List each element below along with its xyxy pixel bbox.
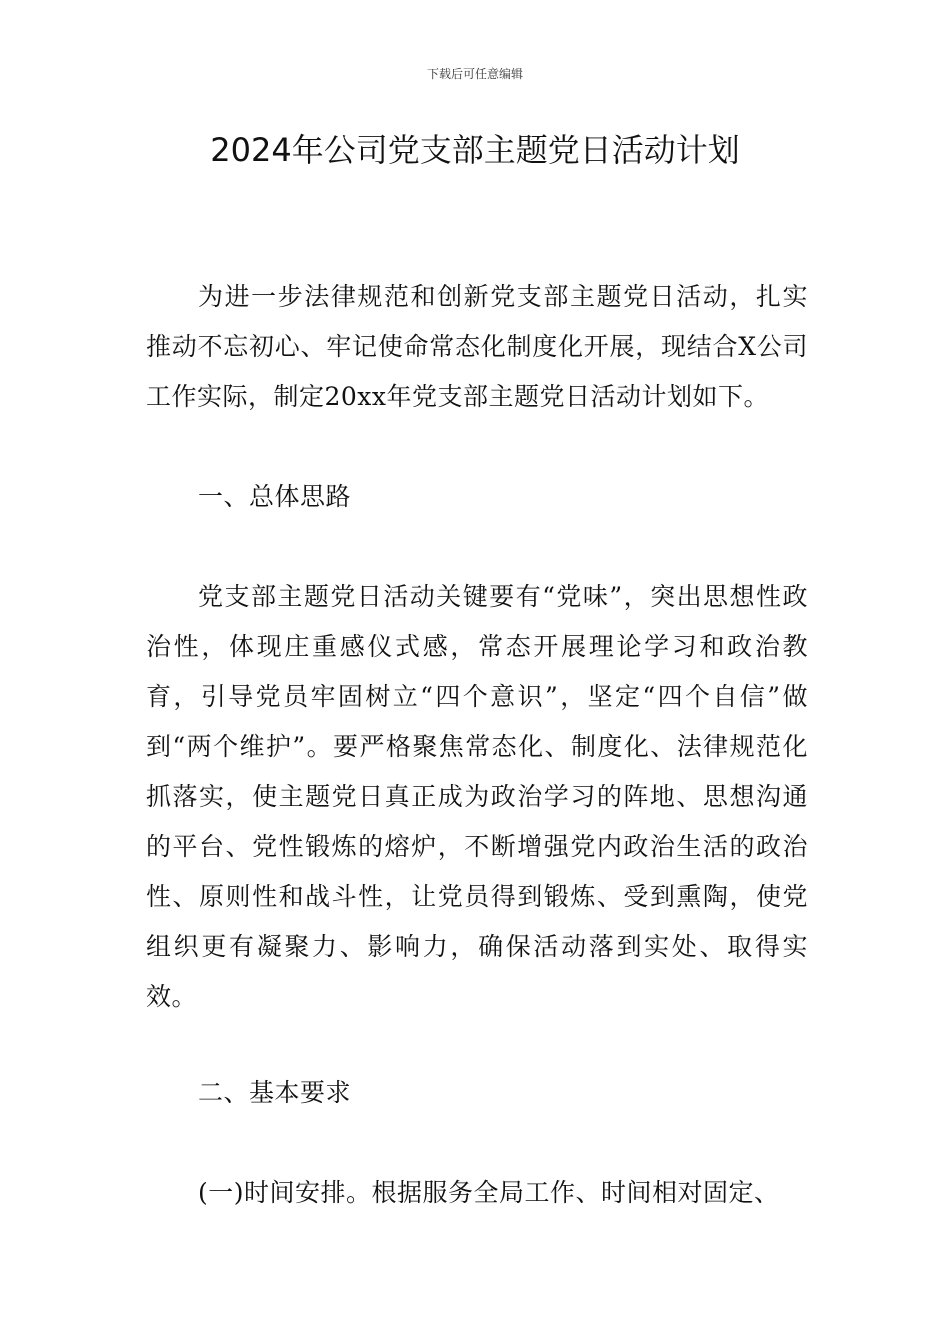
- intro-paragraph: 为进一步法律规范和创新党支部主题党日活动，扎实推动不忘初心、牢记使命常态化制度化开展，现结合X公司工作实际，制定20xx年党支部主题党日活动计划如下。: [146, 282, 808, 411]
- document-title: 2024年公司党支部主题党日活动计划: [210, 131, 740, 169]
- section-heading-basic-requirements: 二、基本要求: [198, 1078, 352, 1107]
- overall-approach-paragraph: 党支部主题党日活动关键要有“党味”，突出思想性政治性，体现庄重感仪式感，常态开展理论学习和政治教育，引导党员牢固树立“四个意识”，坚定“四个自信”做到“两个维护”。要严格聚焦常态化、制度化、法律规范化抓落实，使主题党日真正成为政治学习的阵地、思想沟通的平台、党性锻炼的熔炉，不断增强党内政治生活的政治性、原则性和战斗性，让党员得到锻炼、受到熏陶，使党组织更有凝聚力、影响力，确保活动落到实处、取得实效。: [146, 582, 808, 1011]
- time-arrangement-paragraph: (一)时间安排。根据服务全局工作、时间相对固定、: [198, 1178, 780, 1207]
- section-heading-overall-approach: 一、总体思路: [198, 482, 352, 511]
- header-note: 下载后可任意编辑: [426, 67, 523, 81]
